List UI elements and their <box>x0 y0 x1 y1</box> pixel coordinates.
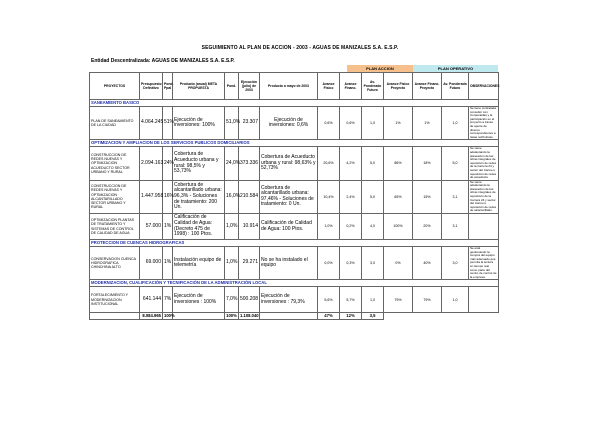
section-title: PROTECCION DE CUENCAS HIDROGRAFICAS <box>90 240 499 247</box>
cell-ejecucion: 210.584 <box>239 180 260 213</box>
cell-pond-ppal: 24% <box>163 147 173 180</box>
cell-pond: 1,0% <box>225 214 239 240</box>
cell-avance-financiero: 0,2% <box>340 214 362 240</box>
total-pond: 100% <box>226 313 237 319</box>
cell-presupuesto: 2.094.163 <box>140 147 163 180</box>
cell-avance-financiero: 2,4% <box>340 180 362 213</box>
cell-ejecucion: 10.914 <box>239 214 260 240</box>
total-empty <box>413 313 442 320</box>
header-ejecucion: Ejecución (julio) de 2003 <box>239 73 260 100</box>
cell-avance-fisico-proy: 1% <box>384 107 413 140</box>
cell-avance-fisico: 0,6% <box>318 107 340 140</box>
cell-observaciones: Se tiene contratada consultor con Corpocaldas y la participación en el proyecto a través de aporte de dineros correspondientes a tasas retributivas. <box>469 107 499 140</box>
cell-avance-financiero: 0,6% <box>340 107 362 140</box>
total-pond-ppal: 100% <box>164 313 175 319</box>
cell-avance-fisico-proy: 79% <box>384 287 413 313</box>
cell-av-ponderado-proy: 3,1 <box>442 214 469 240</box>
header-av-ponderado: Av. Ponderado Futuro <box>362 73 384 100</box>
cell-presupuesto: 57.000 <box>140 214 163 240</box>
header-observaciones: OBSERVACIONES <box>469 73 499 100</box>
cell-meta: Ejecución de inversiones: 100% <box>173 107 225 140</box>
cell-avance-financiero-proy: 79% <box>413 287 442 313</box>
cell-meta: Cobertura de Acueducto urbana y rural: 98,5% y 53,73% <box>173 147 225 180</box>
cell-avance-fisico-proy: 100% <box>384 214 413 240</box>
table-row <box>90 214 499 240</box>
header-presupuesto: Presupuesto Definitivo <box>140 73 163 100</box>
cell-pond-ppal: 7% <box>163 287 173 313</box>
table-row <box>90 180 499 213</box>
total-blank <box>173 313 225 320</box>
cell-producto: Cobertura de Acueducto urbana y rural: 98,63% y 52,73% <box>260 147 318 180</box>
cell-pond: 1,0% <box>225 247 239 280</box>
table-row <box>90 147 499 180</box>
cell-proyecto: CONSTRUCCION DE REDES NUEVAS Y OPTIMIZACION ALCANTARILLADO SECTOR URBANO Y RURAL <box>90 180 140 213</box>
cell-avance-fisico-proy: 0% <box>384 247 413 280</box>
total-empty <box>384 313 413 320</box>
cell-av-ponderado-proy: 3,1 <box>442 180 469 213</box>
cell-av-ponderado-proy: 1,0 <box>442 287 469 313</box>
section-row <box>90 280 499 287</box>
totals-row <box>90 313 499 320</box>
cell-avance-fisico-proy: 65% <box>384 180 413 213</box>
cell-av-ponderado: 1,0 <box>362 287 384 313</box>
total-ejecucion: 1.108.040 <box>240 313 259 319</box>
cell-observaciones: Se está gestionando la compra del equipo más adecuado que permita la lectura en tiempo real como parte del centro de control de la empresa. <box>470 246 497 279</box>
cell-observaciones: Se viene adelantando la planeación de las obras integrales de reposición de redes de la Carrera 24 y sector del Carmen; reposición de redes de acueducto. <box>469 147 499 180</box>
cell-producto: No se ha instalado el equipo <box>260 247 318 280</box>
header-av-ponderado-proy: Av. Ponderado Futuro <box>442 73 469 100</box>
cell-observaciones <box>469 214 499 240</box>
totals-label-cell <box>90 313 140 320</box>
cell-meta: Instalación equipo de telemetría <box>173 247 225 280</box>
cell-avance-fisico: 5,6% <box>318 287 340 313</box>
cell-meta: Ejecución de inversiones : 100% <box>173 287 225 313</box>
cell-avance-financiero: 5,7% <box>340 287 362 313</box>
cell-presupuesto: 1.447.958 <box>140 180 163 213</box>
cell-av-ponderado: 1,0 <box>362 107 384 140</box>
cell-avance-financiero: 0,3% <box>340 247 362 280</box>
cell-proyecto: PLAN DE SANEAMIENTO DE LA CIUDAD <box>90 107 140 140</box>
section-title: SANEAMIENTO BASICO <box>90 100 499 107</box>
cell-avance-fisico: 0,0% <box>318 247 340 280</box>
header-producto: Producto (anual) META PROPUESTA <box>173 73 225 100</box>
cell-av-ponderado: 5,0 <box>362 180 384 213</box>
cell-avance-financiero-proy: 20% <box>413 214 442 240</box>
cell-pond: 7,0% <box>225 287 239 313</box>
total-presupuesto: 8.084.965 <box>140 313 163 320</box>
table-row <box>90 107 499 140</box>
report-title: SEGUIMIENTO AL PLAN DE ACCION - 2003 - AGUAS DE MANIZALES S.A. E.S.P. <box>201 45 399 51</box>
cell-proyecto: FORTALECIMIENTO Y MODERNIZACION INSTITUCIONAL <box>90 287 140 313</box>
header-row <box>90 73 499 100</box>
cell-av-ponderado-proy: 5,0 <box>442 147 469 180</box>
cell-observaciones <box>469 287 499 313</box>
section-row <box>90 100 499 107</box>
section-title: MODERNIZACION, CUALIFICACIÓN Y TECNIFICACIÓN DE LA ADMINISTRACIÓN LOCAL <box>90 280 499 287</box>
cell-ejecucion: 29.271 <box>239 247 260 280</box>
total-empty <box>442 313 469 320</box>
cell-meta: Cobertura de alcantarillado urbana: 96,3% - Soluciones de tratamiento: 200 Un. <box>173 180 225 213</box>
cell-presupuesto: 69.000 <box>140 247 163 280</box>
cell-avance-fisico: 20,6% <box>318 147 340 180</box>
cell-proyecto: CONSERVACION CUENCA HIDROGRAFICA CHINCHINA ALTO <box>90 247 140 280</box>
table-row <box>90 247 499 280</box>
cell-pond: 51,0% <box>225 107 239 140</box>
total-empty <box>469 313 499 320</box>
entity-label: Entidad Descentralizada: AGUAS DE MANIZALES S.A. E.S.P. <box>91 58 235 64</box>
cell-proyecto: OPTIMIZACION PLANTAS DE TRATAMIENTO Y SISTEMAS DE CONTROL DE CALIDAD DE AGUA <box>90 214 140 240</box>
cell-presupuesto: 4.064.245 <box>140 107 163 140</box>
cell-meta: Calificación de Calidad de Agua: (Decreto 475 de 1998) : 100 Ptos. <box>173 214 225 240</box>
cell-producto: Calificación de Calidad de Agua: 100 Ptos. <box>260 214 318 240</box>
header-avance-fisico: Avance Físico <box>318 73 340 100</box>
cell-producto: Ejecución de inversiones: 0,6% <box>260 107 318 140</box>
cell-ejecucion: 23.307 <box>239 107 260 140</box>
cell-ejecucion: 373.336 <box>239 147 260 180</box>
total-avance-financiero: 12% <box>340 313 362 320</box>
total-avance-fisico: 47% <box>318 313 340 320</box>
tracking-table <box>89 72 499 320</box>
cell-ejecucion: 500.208 <box>239 287 260 313</box>
cell-avance-financiero-proy: 15% <box>413 180 442 213</box>
cell-avance-financiero-proy: 1% <box>413 107 442 140</box>
cell-avance-fisico-proy: 86% <box>384 147 413 180</box>
cell-avance-financiero-proy: 40% <box>413 247 442 280</box>
cell-pond-ppal: 1% <box>163 247 173 280</box>
header-avance-fisico-proy: Avance Físico Proyecto <box>384 73 413 100</box>
cell-producto: Cobertura de alcantarillado urbana: 97,46% - Soluciones de tratamiento: 0 Un. <box>260 180 318 213</box>
cell-producto: Ejecución de inversiones : 79,3% <box>260 287 318 313</box>
group-plan-accion: PLAN ACCION <box>347 65 413 72</box>
cell-proyecto: CONSTRUCCION DE REDES NUEVAS Y OPTIMIZACION ACUEDUCTO SECTOR URBANO Y RURAL <box>90 147 140 180</box>
header-proyectos: PROYECTOS <box>90 73 140 100</box>
cell-av-ponderado: 5,0 <box>362 147 384 180</box>
cell-pond-ppal: 1% <box>163 214 173 240</box>
total-av-ponderado: 3,5 <box>362 313 384 320</box>
cell-avance-financiero: 4,2% <box>340 147 362 180</box>
header-avance-financiero: Avance Financ. <box>340 73 362 100</box>
cell-presupuesto: 641.144 <box>140 287 163 313</box>
section-row <box>90 140 499 147</box>
cell-pond: 24,0% <box>225 147 239 180</box>
cell-pond: 16,0% <box>225 180 239 213</box>
cell-avance-fisico: 10,4% <box>318 180 340 213</box>
table-row <box>90 287 499 313</box>
header-pond: Pond. <box>225 73 239 100</box>
header-avance-financiero-proy: Avance Financ. Proyecto <box>413 73 442 100</box>
cell-av-ponderado: 4,0 <box>362 214 384 240</box>
cell-av-ponderado: 3,0 <box>362 247 384 280</box>
cell-avance-financiero-proy: 18% <box>413 147 442 180</box>
cell-av-ponderado-proy: 1,0 <box>442 107 469 140</box>
total-blank <box>260 313 318 320</box>
section-row <box>90 240 499 247</box>
header-producto-mayo: Producto a mayo de 2003 <box>260 73 318 100</box>
cell-av-ponderado-proy: 3,0 <box>442 247 469 280</box>
cell-pond-ppal: 51% <box>163 107 173 140</box>
cell-observaciones: Se viene adelantando la planeación de las obras integrales de reposición de la Carrera 24 y sector del Carmen; reposición de redes de alcantarillado. <box>469 180 499 213</box>
section-title: OPTIMIZACION Y AMPLIACION DE LOS SERVICIOS PUBLICOS DOMICILIARIOS <box>90 140 499 147</box>
cell-avance-fisico: 1,0% <box>318 214 340 240</box>
cell-pond-ppal: 16% <box>163 180 173 213</box>
group-plan-operativo: PLAN OPERATIVO <box>413 65 498 72</box>
header-pond-ppal: Pond. Ppal <box>163 73 173 100</box>
